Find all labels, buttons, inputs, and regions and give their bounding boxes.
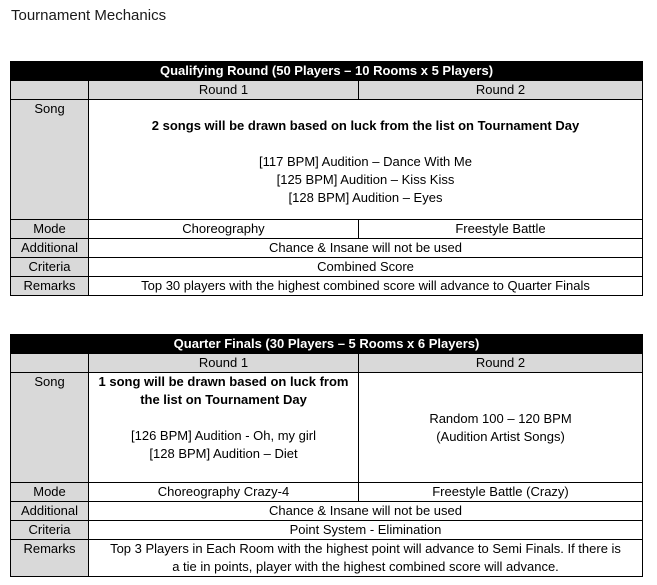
- remarks-row: [11, 277, 643, 296]
- criteria-row: [11, 258, 643, 277]
- remarks-row: [11, 540, 643, 577]
- additional-row: [11, 239, 643, 258]
- song-draw-text: the list on Tournament Day: [140, 392, 307, 407]
- mode-row: [11, 220, 643, 239]
- mode-round-1: Choreography: [89, 220, 359, 239]
- additional-label: Additional: [11, 239, 89, 258]
- additional-row: [11, 502, 643, 521]
- song-row: [11, 100, 643, 220]
- qualifying-round-table: [10, 61, 643, 296]
- round-1-header: Round 1: [89, 354, 359, 373]
- round-2-header: Round 2: [359, 354, 643, 373]
- table-header-row: [11, 62, 643, 81]
- song-draw-text: 2 songs will be drawn based on luck from the list on Tournament Day: [151, 118, 580, 133]
- mode-label: Mode: [11, 483, 89, 502]
- song-label: Song: [11, 100, 89, 220]
- song-item: [125 BPM] Audition – Kiss Kiss: [276, 172, 455, 187]
- quarter-finals-table: [10, 334, 643, 577]
- table-header-row: [11, 335, 643, 354]
- criteria-value: Point System - Elimination: [89, 521, 643, 540]
- mode-round-2: Freestyle Battle: [359, 220, 643, 239]
- song-row: [11, 373, 643, 483]
- random-song-text: Random 100 – 120 BPM: [429, 410, 572, 426]
- document-title: Tournament Mechanics: [11, 7, 167, 24]
- remarks-value: [89, 540, 643, 577]
- song-item: [128 BPM] Audition – Eyes: [288, 190, 443, 205]
- song-item: [117 BPM] Audition – Dance With Me: [259, 154, 472, 169]
- remarks-label: Remarks: [11, 540, 89, 577]
- song-cell: [89, 100, 643, 220]
- criteria-label: Criteria: [11, 521, 89, 540]
- mode-round-2: Freestyle Battle (Crazy): [359, 483, 643, 502]
- remarks-label: Remarks: [11, 277, 89, 296]
- round-1-header: Round 1: [89, 81, 359, 100]
- mode-round-1: Choreography Crazy-4: [89, 483, 359, 502]
- round-2-header: Round 2: [359, 81, 643, 100]
- mode-label: Mode: [11, 220, 89, 239]
- criteria-value: Combined Score: [89, 258, 643, 277]
- random-song-note: (Audition Artist Songs): [436, 428, 565, 444]
- additional-label: Additional: [11, 502, 89, 521]
- song-round-1-cell: [89, 373, 359, 483]
- corner-cell: [11, 354, 89, 373]
- table-header: Quarter Finals (30 Players – 5 Rooms x 6 Players): [11, 335, 643, 354]
- song-item: [128 BPM] Audition – Diet: [149, 446, 298, 461]
- table-header: Qualifying Round (50 Players – 10 Rooms x 5 Players): [11, 62, 643, 81]
- round-header-row: [11, 81, 643, 100]
- song-item: [126 BPM] Audition - Oh, my girl: [131, 428, 316, 443]
- remarks-line: Top 3 Players in Each Room with the highest point will advance to Semi Finals. If there is: [110, 541, 621, 556]
- criteria-row: [11, 521, 643, 540]
- additional-value: Chance & Insane will not be used: [89, 239, 643, 258]
- round-header-row: [11, 354, 643, 373]
- song-draw-text: 1 song will be drawn based on luck from: [98, 374, 349, 389]
- song-round-2-cell: [359, 373, 643, 483]
- song-label: Song: [11, 373, 89, 483]
- corner-cell: [11, 81, 89, 100]
- remarks-line: a tie in points, player with the highest combined score will advance.: [172, 559, 559, 574]
- criteria-label: Criteria: [11, 258, 89, 277]
- remarks-value: Top 30 players with the highest combined score will advance to Quarter Finals: [89, 277, 643, 296]
- additional-value: Chance & Insane will not be used: [89, 502, 643, 521]
- mode-row: [11, 483, 643, 502]
